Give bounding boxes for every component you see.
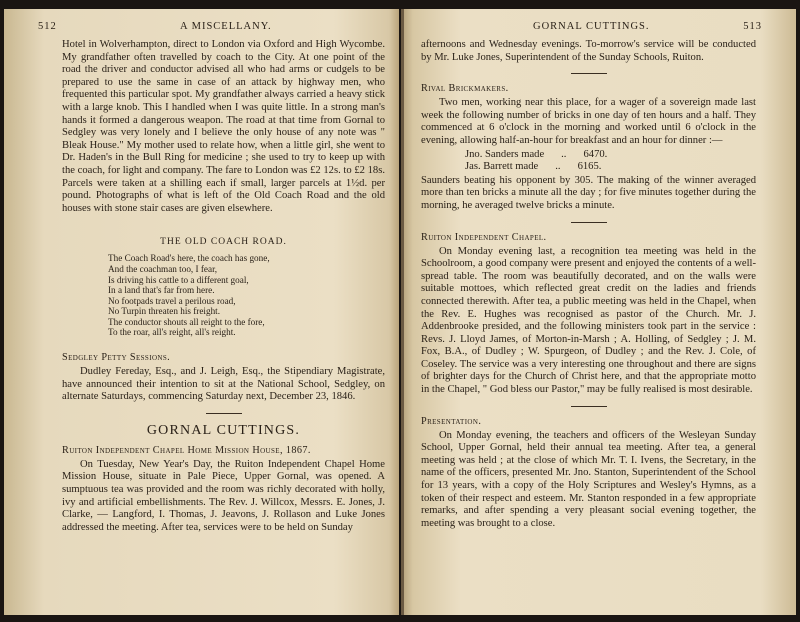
- poem-line: No Turpin threaten his freight.: [108, 306, 221, 317]
- book-gutter: [401, 9, 404, 615]
- sedgley-heading: Sedgley Petty Sessions.: [62, 352, 171, 364]
- brickmakers-closing: Saunders beating his opponent by 305. The making of the winner averaged more than ten bricks a minute all the day ; for five minutes together during the morning, he averaged twelve bricks a minute.: [421, 174, 756, 211]
- poem-line: No footpads travel a perilous road,: [108, 295, 236, 306]
- section-divider: [206, 413, 242, 414]
- poem-title: THE OLD COACH ROAD.: [160, 237, 287, 248]
- coach-paragraph: Hotel in Wolverhampton, direct to London via Oxford and High Wycombe. My grandfather often travelled by coach to the City. At one point of the road the driver and conductor advised all who had arms or cudgels to be prepared to use the same in case of an attack by highway men, who frequented this particular spot. My grandfather always carried a heavy stick with a large knob. This I handled when I was quite little. In a strong man's hands it formed a dangerous weapon. The road at that time from Gornal to Sedgley was very lonely and I believe the only house of any note was " Bleak House." My mother used to relate how, when a little girl, she went to Dr. Haden's in the Bull Ring for medicine ; she used to try to keep up with the coach, for light and company. The fare to London was £2 12s. to £2 18s. Parcels were taken at a shilling each if small, larger parcels at 1½d. per pound. Photographs of what is left of the Old Coach Road and the old houses with stone stair cases are given elsewhere.: [62, 39, 385, 214]
- left-running-head: A MISCELLANY.: [180, 21, 272, 32]
- continuation-paragraph: afternoons and Wednesday evenings. To-morrow's service will be conducted by Mr. Luke Jones, Superintendent of the Sunday Schools, Ruiton.: [421, 39, 756, 63]
- brickmakers-heading: Rival Brickmakers.: [421, 83, 509, 95]
- poem-line: To the roar, all's reight, all's reight.: [108, 327, 236, 338]
- presentation-paragraph: On Monday evening, the teachers and officers of the Wesleyan Sunday School, Upper Gornal, held their annual tea meeting. After tea, a general meeting was held ; at the close of which Mr. T. I. Ivens, the Secretary, in the name of the officers, presented Mr. Jno. Stanton, Superintendent of the School for 13 years, with a copy of the Holy Scriptures and Wesley's Hymns, as a token of their respect and esteem. Mr. Stanton responded in a few appropriate remarks, and after spending a very pleasant social evening together, the meeting was brought to a close.: [421, 429, 756, 529]
- chapel-paragraph: On Monday evening last, a recognition tea meeting was held in the Schoolroom, a good company were present and enjoyed the contents of a well-spread table. The room was beautifully decorated, and on the walls were suitable mottoes, which reflected great credit on the ladies and friends connected therewith. After tea, a public meeting was held in the Chapel, when the Rev. E. Hughes was recognised as pastor of the Church. Mr. J. Addenbrooke presided, and the following ministers took part in the service : Revs. J. Lloyd James, of Morton-in-Marsh ; A. Holling, of Sedgley ; J. M. Fox, B.A., of Dudley ; W. Spurgeon, of Dudley ; and the Rev. J. Cole, of Coseley. The service was a very interesting one throughout and there are signs of brighter days for the Church of Christ here, and that the appropriate motto in the Chapel, " God bless our Pastor," may be fully realised is most desirable.: [421, 245, 756, 396]
- right-running-head: GORNAL CUTTINGS.: [533, 21, 650, 32]
- section-title: GORNAL CUTTINGS.: [146, 422, 301, 438]
- book-spread: [4, 6, 796, 618]
- poem-line: And the coachman too, I fear,: [108, 263, 218, 274]
- left-page-number: 512: [38, 21, 57, 32]
- poem-line: The Coach Road's here, the coach has gone,: [108, 253, 270, 264]
- mission-heading: Ruiton Independent Chapel Home Mission House, 1867.: [62, 444, 311, 456]
- mission-paragraph: On Tuesday, New Year's Day, the Ruiton Independent Chapel Home Mission House, situate in Pale Piece, Upper Gornal, was opened. A sumptuous tea was provided and the room was richly decorated with holly, ivy and artificial embellishments. The Rev. J. Willcox, Messrs. E. Jones, J. Clarke, — Langford, I. Thomas, J. Jeavons, J. Rollason and Luke Jones addressed the meeting. After tea, services were to be held on Sunday: [62, 458, 385, 533]
- right-page: [401, 9, 796, 615]
- section-divider: [571, 406, 607, 407]
- section-divider: [571, 222, 607, 223]
- section-divider: [571, 73, 607, 74]
- brickmakers-paragraph: Two men, working near this place, for a wager of a sovereign made last week the following number of bricks in one day of ten hours and a half. They commenced at 6 o'clock in the morning and worked until 6 o'clock in the evening, allowing half-an-hour for breakfast and an hour for dinner :—: [421, 97, 756, 146]
- poem-line: In a land that's far from here.: [108, 285, 215, 296]
- sedgley-paragraph: Dudley Fereday, Esq., and J. Leigh, Esq., the Stipendiary Magistrate, have announced their intention to sit at the National School, Sedgley, on alternate Saturdays, commencing Saturday next, December 23, 1846.: [62, 366, 385, 403]
- left-page: [4, 9, 399, 615]
- poem: [108, 253, 385, 338]
- tally-row: Jas. Barrett made .. 6165.: [465, 161, 602, 173]
- right-page-number: 513: [743, 21, 762, 32]
- chapel-heading: Ruiton Independent Chapel.: [421, 231, 547, 243]
- presentation-heading: Presentation.: [421, 415, 482, 427]
- poem-line: The conductor shouts all reight to the fore,: [108, 316, 265, 327]
- poem-line: Is driving his cattle to a different goal,: [108, 274, 249, 285]
- tally-row: Jno. Sanders made .. 6470.: [465, 148, 608, 160]
- brick-tally: [465, 149, 756, 174]
